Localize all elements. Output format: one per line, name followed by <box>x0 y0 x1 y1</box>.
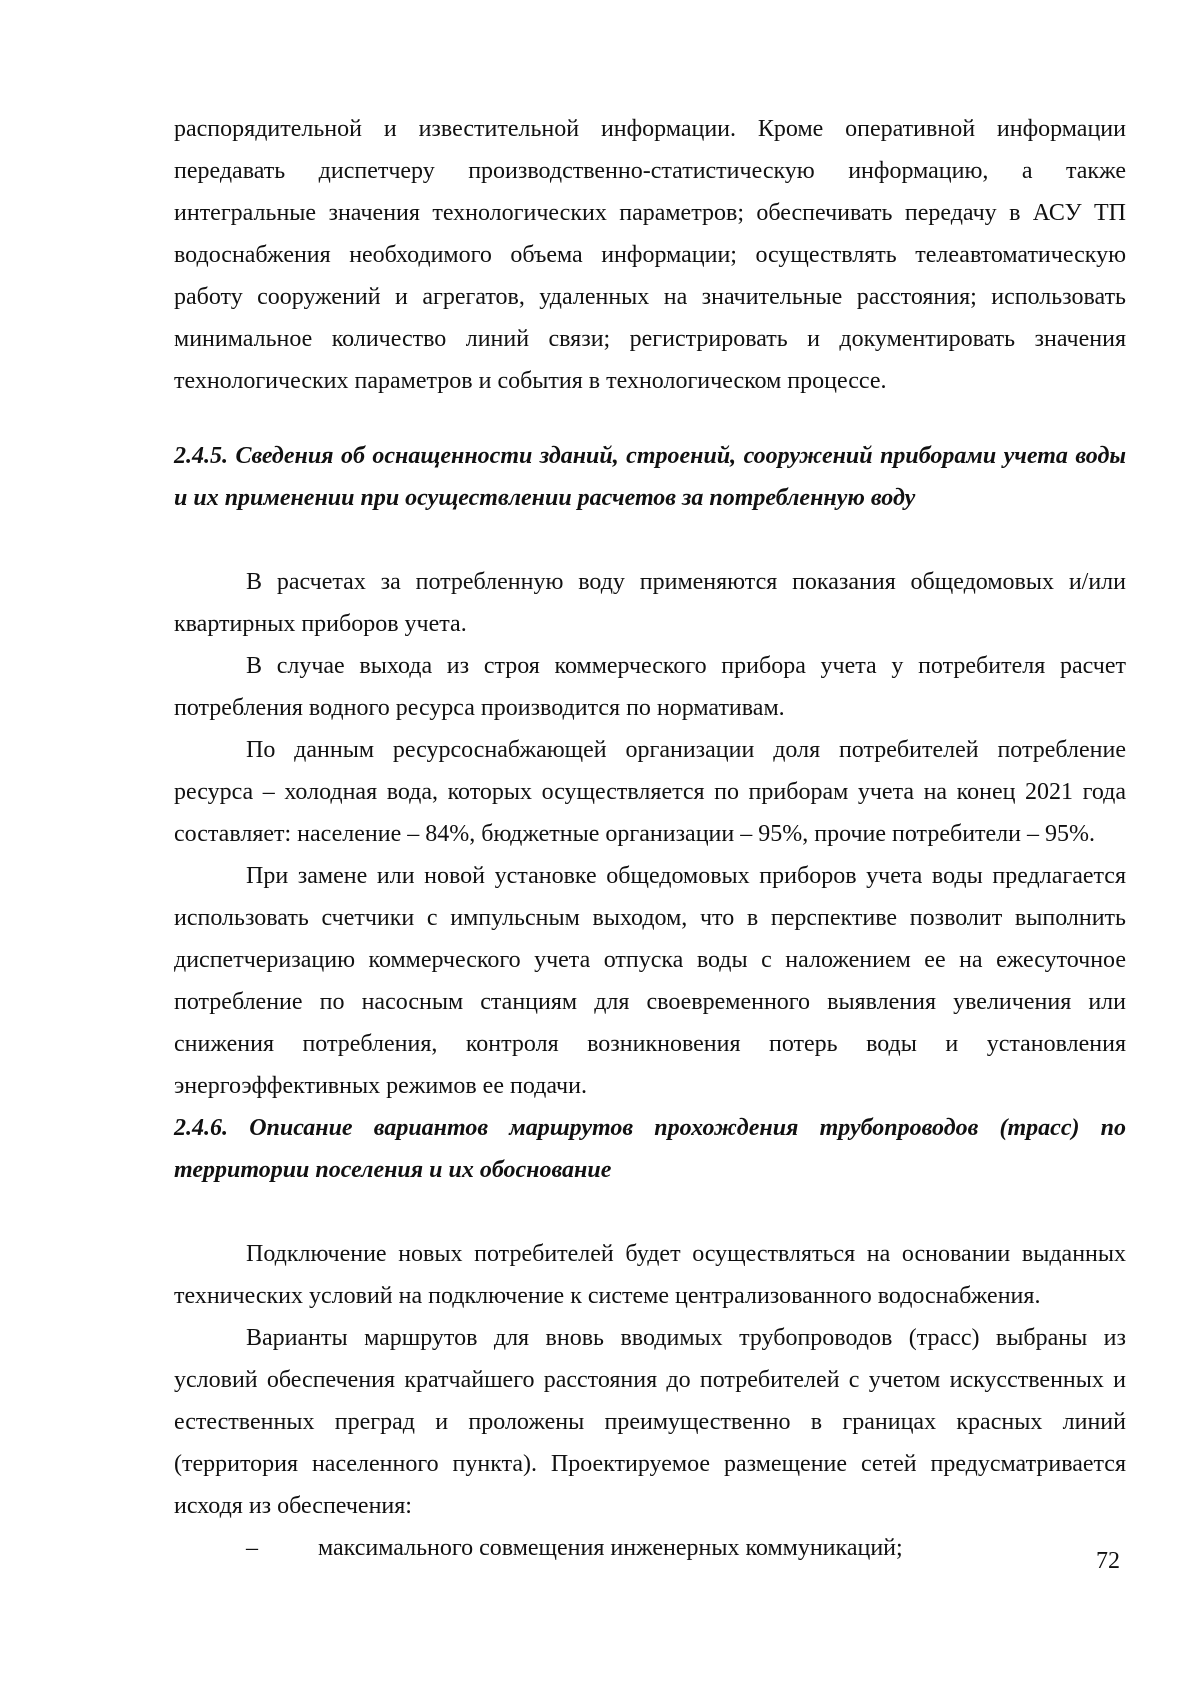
paragraph-pulse-meters: При замене или новой установке общедомовых приборов учета воды предлагается использовать счетчики с импульсным выходом, что в перспективе позволит выполнить диспетчеризацию коммерческого учета отпуска воды с наложением ее на ежесуточное потребление по насосным станциям для своевременного выявления увеличения или снижения потребления, контроля возникновения потерь воды и установления энергоэффективных режимов ее подачи. <box>174 863 1126 1099</box>
paragraph-water-meter-usage: В расчетах за потребленную воду применяются показания общедомовых и/или квартирных приборов учета. <box>174 569 1126 637</box>
paragraph-meter-failure: В случае выхода из строя коммерческого прибора учета у потребителя расчет потребления водного ресурса производится по нормативам. <box>174 653 1126 721</box>
paragraph-new-consumers: Подключение новых потребителей будет осуществляться на основании выданных технических условий на подключение к системе централизованного водоснабжения. <box>174 1241 1126 1309</box>
page-body <box>174 108 1126 1569</box>
paragraph-route-options: Варианты маршрутов для вновь вводимых трубопроводов (трасс) выбраны из условий обеспечения кратчайшего расстояния до потребителей с учетом искусственных и естественных преград и проложены преимущественно в границах красных линий (территория населенного пункта). Проектируемое размещение сетей предусматривается исходя из обеспечения: <box>174 1325 1126 1519</box>
section-heading-2-4-6: 2.4.6. Описание вариантов маршрутов прохождения трубопроводов (трасс) по территории поселения и их обоснование <box>174 1115 1126 1183</box>
page-number: 72 <box>1096 1548 1120 1574</box>
paragraph-metering-share: По данным ресурсоснабжающей организации доля потребителей потребление ресурса – холодная вода, которых осуществляется по приборам учета на конец 2021 года составляет: население – 84%, бюджетные организации – 95%, прочие потребители – 95%. <box>174 737 1126 847</box>
bullet-dash: – <box>246 1535 258 1561</box>
list-item <box>174 1527 1126 1569</box>
list-item-text: максимального совмещения инженерных коммуникаций; <box>318 1535 903 1561</box>
intro-paragraph: распорядительной и известительной информации. Кроме оперативной информации передавать диспетчеру производственно-статистическую информацию, а также интегральные значения технологических параметров; обеспечивать передачу в АСУ ТП водоснабжения необходимого объема информации; осуществлять телеавтоматическую работу сооружений и агрегатов, удаленных на значительные расстояния; использовать минимальное количество линий связи; регистрировать и документировать значения технологических параметров и события в технологическом процессе. <box>174 116 1126 394</box>
section-heading-2-4-5: 2.4.5. Сведения об оснащенности зданий, строений, сооружений приборами учета воды и их применении при осуществлении расчетов за потребленную воду <box>174 443 1126 511</box>
